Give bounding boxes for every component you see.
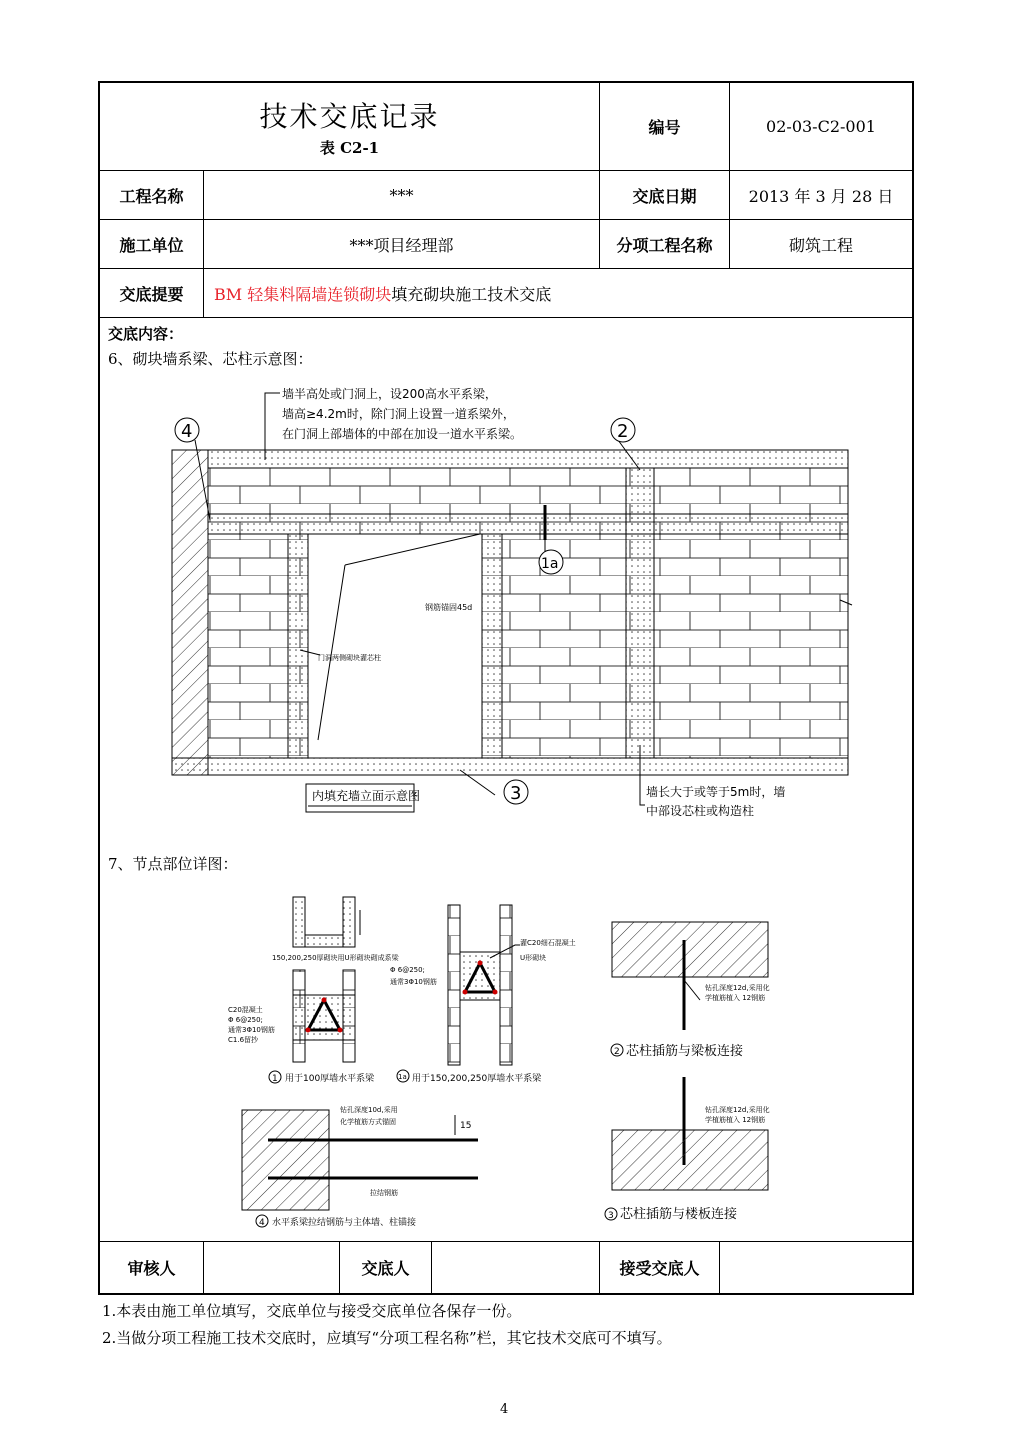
project-label: 工程名称 (100, 171, 204, 219)
anchor-label: 钢筋锚固45d (425, 603, 473, 612)
date-label: 交底日期 (600, 171, 730, 219)
summary-label: 交底提要 (100, 269, 204, 317)
detail1a-label-1: 灌C20细石混凝土 (520, 939, 576, 947)
reviewer-label: 审核人 (100, 1242, 204, 1293)
core-column-door-left (288, 534, 308, 758)
note-2: 2.当做分项工程施工技术交底时，应填写“分项工程名称”栏，其它技术交底可不填写。 (102, 1329, 672, 1347)
receiver-label: 接受交底人 (600, 1242, 720, 1293)
left-concrete-column (172, 450, 208, 775)
number-label: 编号 (600, 83, 730, 170)
summary-black-text: 填充砌块施工技术交底 (391, 284, 552, 304)
elevation-caption: 内填充墙立面示意图 (312, 789, 421, 803)
door-core-label: 门洞两侧砌块灌芯柱 (318, 654, 381, 662)
detail4-label-3: 拉结钢筋 (370, 1189, 398, 1197)
horizontal-tie-beam (208, 514, 848, 534)
callout-1a-text: 1a (541, 556, 559, 572)
detail1-label-2: Φ 6@250; (228, 1016, 263, 1024)
bottom-slab (172, 758, 848, 775)
detail1-top-label: 150,200,250厚砌块用U形砌块砌成系梁 (272, 954, 399, 962)
project-value: *** (204, 171, 600, 219)
note-line-5: 中部设芯柱或构造柱 (646, 804, 755, 818)
detail-1 (228, 897, 400, 1084)
note-line-3: 在门洞上部墙体的中部在加设一道水平系梁。 (282, 427, 523, 441)
callout-3-text: 3 (510, 783, 522, 804)
door-opening (308, 534, 482, 758)
detail1a-caption-num: 1a (398, 1073, 407, 1081)
content-heading: 交底内容： (108, 325, 184, 343)
detail-3 (605, 1077, 770, 1222)
unit-value: ***项目经理部 (204, 220, 600, 268)
note-line-4: 墙长大于或等于5m时，墙 (646, 785, 786, 799)
item6-heading: 6、砌块墙系梁、芯柱示意图： (108, 350, 313, 368)
detail2-label-2: 学植筋植入 12钢筋 (705, 994, 766, 1002)
form-title: 技术交底记录 (259, 100, 440, 133)
detail1a-label-3: Φ 6@250; (390, 966, 425, 974)
detail1-caption-num: 1 (272, 1074, 278, 1084)
detail4-label-2: 化学植筋方式锚固 (340, 1118, 396, 1126)
detail4-caption: 水平系梁拉结钢筋与主体墙、柱锚接 (272, 1218, 417, 1228)
detail4-dim: 15 (460, 1121, 472, 1131)
note-line-1: 墙半高处或门洞上，设200高水平系梁， (282, 387, 497, 401)
core-column-right (626, 468, 654, 758)
detail1-label-1: C20混凝土 (228, 1006, 263, 1014)
note-line-2: 墙高≥4.2m时，除门洞上设置一道系梁外， (282, 407, 515, 421)
detail4-label-1: 钻孔深度10d,采用 (340, 1106, 398, 1114)
detail-2 (611, 922, 770, 1059)
detail1a-label-4: 通常3Φ10钢筋 (390, 978, 437, 986)
detail-1a (390, 905, 576, 1084)
detail2-caption: 芯柱插筋与梁板连接 (626, 1044, 744, 1059)
page-number: 4 (500, 1402, 509, 1417)
detail3-caption-num: 3 (608, 1211, 614, 1221)
unit-label: 施工单位 (100, 220, 204, 268)
detail3-label-1: 钻孔深度12d,采用化 (705, 1106, 770, 1114)
detail1-caption: 用于100厚墙水平系梁 (285, 1074, 375, 1084)
presenter-label: 交底人 (340, 1242, 432, 1293)
item7-heading: 7、节点部位详图： (108, 855, 238, 873)
detail1a-caption: 用于150,200,250厚墙水平系梁 (412, 1074, 542, 1084)
subproject-value: 砌筑工程 (788, 235, 853, 255)
summary-red-text: BM 轻集料隔墙连锁砌块 (214, 284, 392, 304)
subproject-label: 分项工程名称 (600, 220, 730, 268)
detail3-caption: 芯柱插筋与楼板连接 (620, 1207, 738, 1222)
detail-4 (242, 1105, 478, 1228)
detail2-label-1: 钻孔深度12d,采用化 (705, 984, 770, 992)
detail1a-label-2: U形砌块 (520, 954, 547, 962)
detail2-caption-num: 2 (614, 1047, 620, 1057)
detail4-caption-num: 4 (259, 1218, 265, 1228)
detail3-label-2: 学植筋植入 12钢筋 (705, 1116, 766, 1124)
date-value: 2013 年 3 月 28 日 (748, 186, 894, 206)
top-slab (208, 450, 848, 468)
form-subtitle: 表 C2-1 (319, 139, 380, 157)
number-value: 02-03-C2-001 (766, 117, 876, 136)
note-1: 1.本表由施工单位填写，交底单位与接受交底单位各保存一份。 (102, 1302, 522, 1320)
core-column-door-right (482, 534, 502, 758)
callout-4-text: 4 (181, 421, 193, 442)
detail1-label-4: C1.6留抄 (228, 1036, 259, 1044)
detail1-label-3: 通常3Φ10钢筋 (228, 1026, 275, 1034)
callout-2-text: 2 (617, 421, 629, 442)
